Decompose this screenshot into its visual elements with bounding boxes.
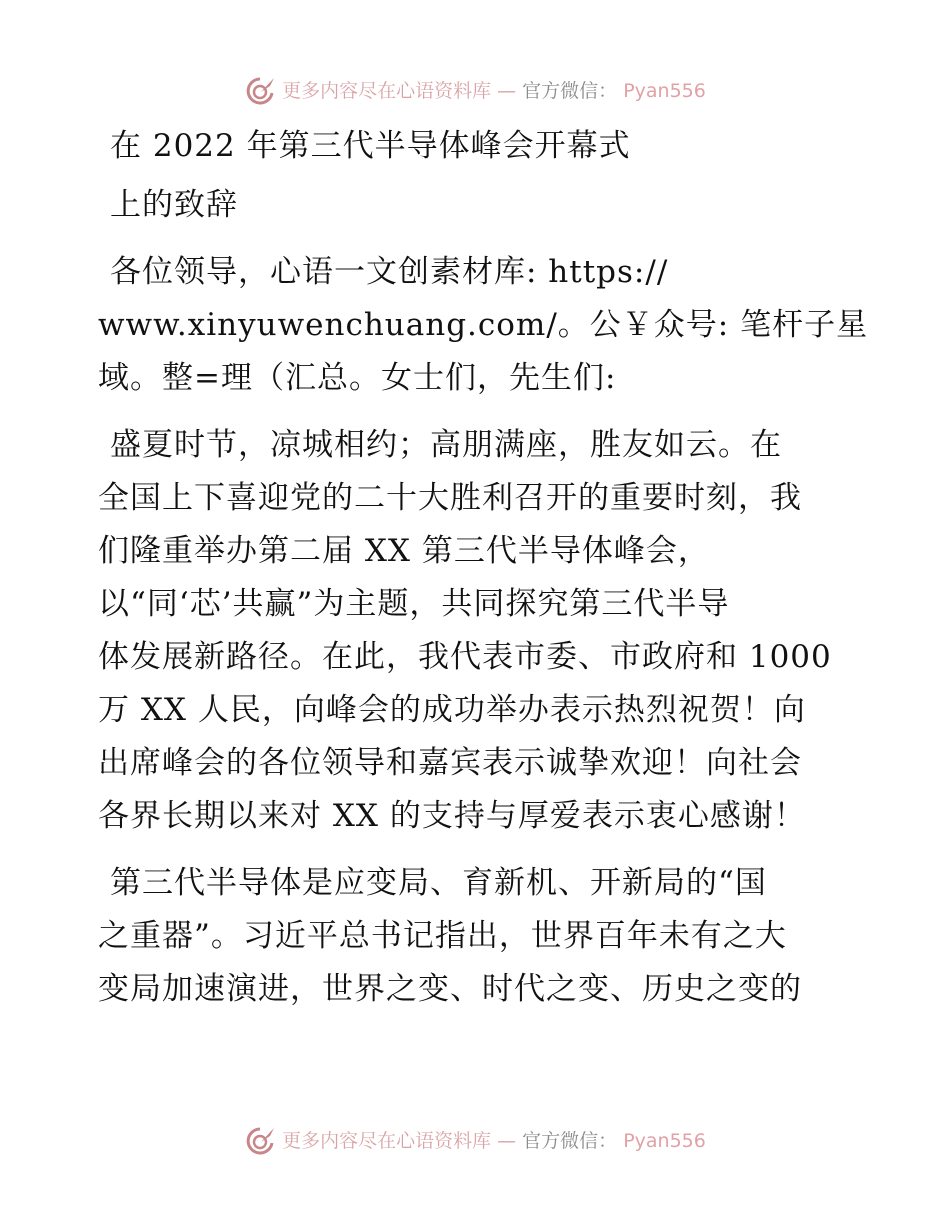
banner-separator: — [497,1130,517,1152]
banner-official-label: 官方微信： [522,80,618,102]
paragraph-1-line-2: 全国上下喜迎党的二十大胜利召开的重要时刻，我 [98,480,802,516]
paragraph-2-line-2: 之重器”。习近平总书记指出，世界百年未有之大 [98,918,787,954]
document-body [98,120,869,1016]
greeting-line-2: www.xinyuwenchuang.com/。公￥众号: 笔杆子星 [98,307,869,343]
paragraph-1-line-7: 出席峰会的各位领导和嘉宾表示诚挚欢迎！向社会 [98,745,802,781]
footer-banner [0,1126,950,1156]
greeting-line-1: 各位领导，心语一文创素材库: https:// [110,254,669,290]
paragraph-1-line-8: 各界长期以来对 XX 的支持与厚爱表示衷心感谢！ [98,798,806,834]
paragraph-2-line-1: 第三代半导体是应变局、育新机、开新局的“国 [110,865,767,901]
paragraph-1-line-5: 体发展新路径。在此，我代表市委、市政府和 1000 [98,639,832,675]
paragraph-1-line-4: 以“同‘芯’共赢”为主题，共同探究第三代半导 [98,586,730,622]
banner-wechat-id: Pyan556 [623,80,706,102]
paragraph-1-line-6: 万 XX 人民，向峰会的成功举办表示热烈祝贺！向 [98,692,806,728]
quill-circle-icon [244,1126,276,1156]
banner-official-label: 官方微信： [522,1130,618,1152]
banner-separator: — [497,80,517,102]
quill-circle-icon [244,76,276,106]
greeting-line-3: 域。整=理（汇总。女士们，先生们: [98,360,617,396]
paragraph-1-line-3: 们隆重举办第二届 XX 第三代半导体峰会， [98,533,710,569]
paragraph-2-line-3: 变局加速演进，世界之变、时代之变、历史之变的 [98,971,802,1007]
document-title-line-1: 在 2022 年第三代半导体峰会开幕式 [110,128,631,164]
banner-wechat-id: Pyan556 [623,1130,706,1152]
document-title-line-2: 上的致辞 [110,187,238,223]
banner-text: 更多内容尽在心语资料库 [282,80,492,102]
header-banner [0,76,950,106]
paragraph-1-line-1: 盛夏时节，凉城相约；高朋满座，胜友如云。在 [110,427,782,463]
banner-text: 更多内容尽在心语资料库 [282,1130,492,1152]
